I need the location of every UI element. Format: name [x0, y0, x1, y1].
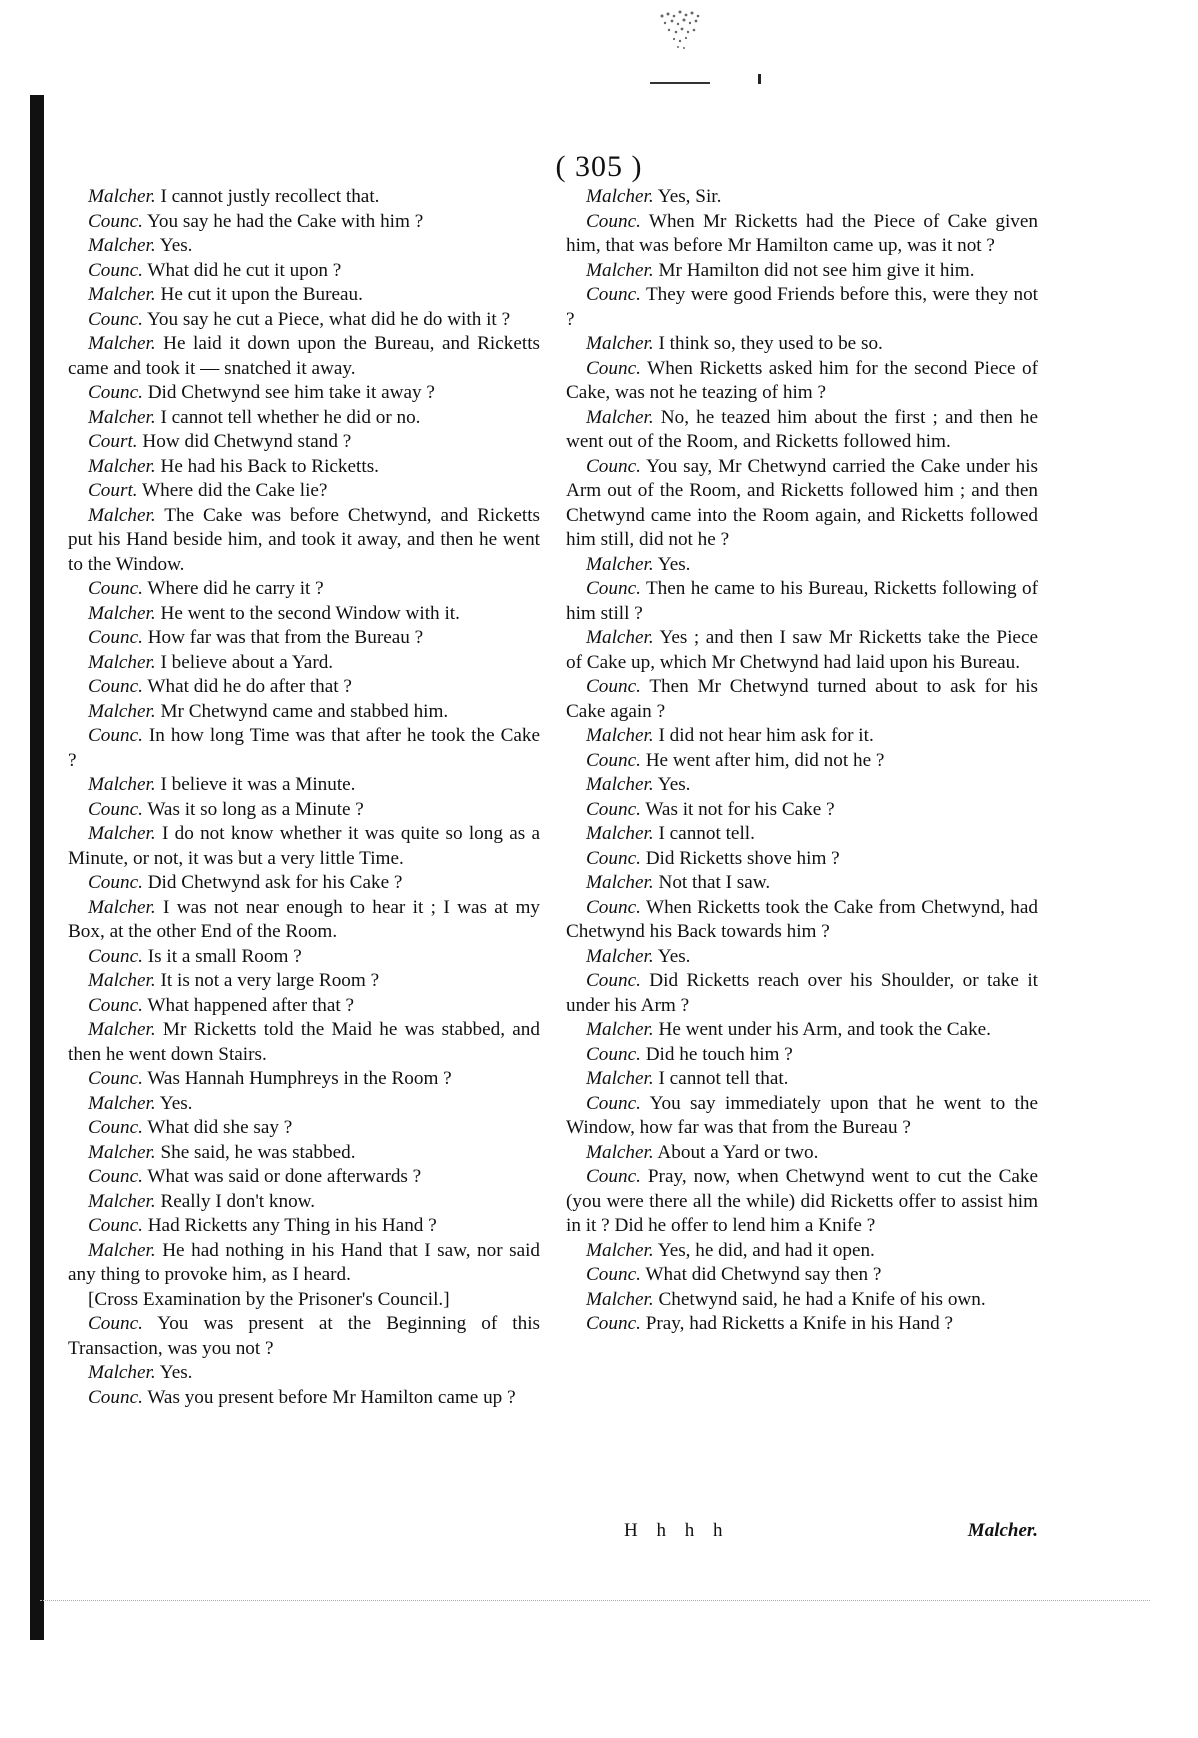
paragraph: [68, 406, 540, 431]
paragraph: [68, 1190, 540, 1215]
speaker-label: Court.: [88, 431, 138, 452]
paragraph-text: What did she say ?: [147, 1117, 293, 1138]
paragraph-text: Pray, had Ricketts a Knife in his Hand ?: [645, 1313, 953, 1334]
paragraph-text: You say immediately upon that he went to the Window, how far was that from the Bureau ?: [566, 1092, 1038, 1138]
paragraph: [566, 577, 1038, 626]
paragraph-text: You say he had the Cake with him ?: [147, 210, 424, 232]
speaker-label: Counc.: [88, 1313, 143, 1334]
paragraph-text: How far was that from the Bureau ?: [147, 627, 424, 648]
paragraph-text: Yes.: [657, 774, 691, 795]
paragraph-text: What did Chetwynd say then ?: [645, 1264, 882, 1285]
paragraph-text: I cannot tell.: [658, 823, 755, 844]
paragraph: [68, 1288, 540, 1313]
paragraph-text: About a Yard or two.: [657, 1141, 819, 1163]
paragraph: [68, 430, 540, 455]
speaker-label: Counc.: [88, 1386, 143, 1408]
speaker-label: Counc.: [88, 676, 143, 697]
paragraph: [566, 455, 1038, 553]
speaker-label: Counc.: [586, 578, 641, 599]
paragraph: [566, 847, 1038, 872]
paragraph: [566, 553, 1038, 578]
speaker-label: Malcher.: [586, 945, 654, 967]
speaker-label: Malcher.: [88, 700, 156, 722]
paragraph: [566, 1165, 1038, 1239]
paragraph-text: What happened after that ?: [147, 994, 355, 1016]
paragraph: [566, 626, 1038, 675]
paragraph: [68, 896, 540, 945]
paragraph: [68, 308, 540, 333]
speaker-label: Counc.: [586, 1166, 641, 1187]
paragraph: [68, 577, 540, 602]
paragraph-text: Yes.: [159, 1362, 193, 1383]
speaker-label: Malcher.: [88, 1141, 156, 1163]
speaker-label: Counc.: [586, 676, 641, 697]
paragraph: [566, 773, 1038, 798]
paragraph: [566, 185, 1038, 210]
paragraph: [566, 259, 1038, 284]
speaker-label: Court.: [88, 480, 138, 501]
paragraph-text: Yes.: [159, 1092, 193, 1114]
paragraph-text: No, he teazed him about the first ; and then he went out of the Room, and Ricketts followed him.: [566, 406, 1038, 452]
paragraph: [68, 479, 540, 504]
paragraph-text: Yes.: [657, 553, 691, 575]
speaker-label: Counc.: [586, 284, 641, 305]
speaker-label: Malcher.: [88, 235, 156, 256]
paragraph-text: He cut it upon the Bureau.: [160, 284, 363, 305]
speaker-label: Malcher.: [586, 627, 654, 648]
paragraph: [68, 822, 540, 871]
paragraph-text: Pray, now, when Chetwynd went to cut the Cake (you were there all the while) did Ricketts offer to assist him in it ? Did he offer to lend him a Knife ?: [566, 1166, 1039, 1236]
paragraph: [566, 822, 1038, 847]
speaker-label: Counc.: [586, 749, 641, 771]
paragraph-text: He went after him, did not he ?: [645, 749, 885, 771]
paragraph-text: He went under his Arm, and took the Cake.: [658, 1019, 991, 1040]
paragraph-text: You say, Mr Chetwynd carried the Cake under his Arm out of the Room, and Ricketts followed him ; and then Chetwynd came into the Room again, and Ricketts followed him still, did not he ?: [566, 455, 1038, 550]
paragraph: [68, 332, 540, 381]
speaker-label: Counc.: [586, 896, 641, 918]
paragraph: [566, 724, 1038, 749]
speaker-label: Counc.: [88, 308, 143, 330]
speaker-label: Malcher.: [88, 970, 156, 991]
paragraph-text: They were good Friends before this, were they not ?: [566, 284, 1039, 330]
paragraph-text: He had nothing in his Hand that I saw, nor said any thing to provoke him, as I heard.: [68, 1239, 541, 1285]
speaker-label: Counc.: [88, 872, 143, 893]
paragraph: [68, 185, 540, 210]
speaker-label: Malcher.: [586, 1288, 654, 1310]
catchword: Malcher.: [967, 1520, 1038, 1541]
left-column: [68, 185, 540, 1410]
paragraph-text: It is not a very large Room ?: [160, 970, 380, 991]
speaker-label: Malcher.: [88, 1239, 156, 1261]
speaker-label: Counc.: [88, 945, 143, 967]
speaker-label: Counc.: [586, 357, 641, 379]
speaker-label: Counc.: [88, 1166, 143, 1187]
speaker-label: Malcher.: [586, 406, 654, 428]
paragraph: [68, 724, 540, 773]
paragraph-text: What was said or done afterwards ?: [147, 1166, 422, 1187]
paragraph-text: Not that I saw.: [658, 872, 771, 893]
printer-ornament: [648, 6, 716, 54]
paragraph: [68, 283, 540, 308]
paragraph: [68, 259, 540, 284]
speaker-label: Counc.: [88, 1215, 143, 1236]
speaker-label: Malcher.: [88, 1190, 156, 1212]
paragraph-text: Did Ricketts shove him ?: [645, 847, 840, 869]
scan-noise: [40, 1600, 1150, 1602]
paragraph-text: Chetwynd said, he had a Knife of his own.: [658, 1288, 986, 1310]
paragraph-text: Then Mr Chetwynd turned about to ask for his Cake again ?: [566, 676, 1038, 722]
paragraph: [68, 381, 540, 406]
speaker-label: Counc.: [586, 798, 641, 820]
paragraph: [566, 1312, 1038, 1337]
tick-mark: [758, 74, 761, 84]
paragraph: [566, 210, 1038, 259]
binding-edge-bar: [30, 95, 44, 1640]
speaker-label: Malcher.: [586, 774, 654, 795]
speaker-label: Counc.: [586, 1264, 641, 1285]
speaker-label: Malcher.: [88, 651, 156, 673]
speaker-label: Malcher.: [88, 896, 156, 918]
speaker-label: Counc.: [88, 259, 143, 281]
paragraph: [68, 773, 540, 798]
right-column: [566, 185, 1038, 1337]
page-number: ( 305 ): [555, 150, 643, 183]
speaker-label: Counc.: [586, 1092, 641, 1114]
speaker-label: Counc.: [586, 1043, 641, 1065]
paragraph: [68, 234, 540, 259]
speaker-label: Malcher.: [88, 333, 156, 354]
speaker-label: Malcher.: [586, 1019, 654, 1040]
speaker-label: Malcher.: [586, 872, 654, 893]
paragraph: [566, 1043, 1038, 1068]
speaker-label: Malcher.: [88, 406, 156, 428]
paragraph: [68, 504, 540, 578]
paragraph: [68, 969, 540, 994]
paragraph: [68, 798, 540, 823]
paragraph-text: Yes, Sir.: [657, 186, 722, 207]
paragraph-text: Yes.: [159, 235, 193, 256]
paragraph: [68, 210, 540, 235]
speaker-label: Malcher.: [88, 284, 156, 305]
paragraph-text: Then he came to his Bureau, Ricketts following of him still ?: [566, 578, 1039, 624]
speaker-label: Counc.: [88, 798, 143, 820]
paragraph: [68, 626, 540, 651]
paragraph: [566, 798, 1038, 823]
paragraph-text: The Cake was before Chetwynd, and Ricketts put his Hand beside him, and took it away, and then he went to the Window.: [68, 504, 541, 575]
speaker-label: Malcher.: [88, 823, 156, 844]
paragraph: [68, 1116, 540, 1141]
paragraph: [566, 357, 1038, 406]
speaker-label: Malcher.: [88, 1019, 156, 1040]
paragraph: [68, 1141, 540, 1166]
paragraph: [68, 651, 540, 676]
rule-mark: [650, 82, 710, 84]
speaker-label: Malcher.: [88, 1092, 156, 1114]
speaker-label: Malcher.: [586, 186, 654, 207]
paragraph-text: When Ricketts took the Cake from Chetwynd, had Chetwynd his Back towards him ?: [566, 896, 1038, 942]
speaker-label: Counc.: [586, 970, 641, 991]
paragraph-text: Where did the Cake lie?: [142, 480, 328, 501]
paragraph-text: I cannot tell that.: [658, 1068, 789, 1089]
paragraph-text: I did not hear him ask for it.: [658, 725, 874, 746]
paragraph: [68, 1386, 540, 1411]
paragraph-text: What did he cut it upon ?: [147, 259, 342, 281]
paragraph: [68, 871, 540, 896]
speaker-label: Malcher.: [88, 774, 156, 795]
speaker-label: Counc.: [586, 455, 641, 477]
paragraph-text: Did Chetwynd see him take it away ?: [147, 382, 435, 403]
paragraph-text: I believe about a Yard.: [160, 651, 334, 673]
speaker-label: Counc.: [88, 1117, 143, 1138]
paragraph: [566, 969, 1038, 1018]
paragraph-text: I think so, they used to be so.: [658, 333, 883, 354]
paragraph-text: Mr Chetwynd came and stabbed him.: [160, 700, 449, 722]
speaker-label: Malcher.: [586, 259, 654, 281]
speaker-label: Counc.: [88, 210, 143, 232]
speaker-label: Counc.: [88, 382, 143, 403]
speaker-label: Malcher.: [586, 1141, 654, 1163]
speaker-label: Counc.: [586, 210, 641, 232]
paragraph: [566, 896, 1038, 945]
speaker-label: Malcher.: [88, 1362, 156, 1383]
speaker-label: Malcher.: [586, 1239, 654, 1261]
speaker-label: Malcher.: [586, 333, 654, 354]
paragraph-text: I cannot tell whether he did or no.: [160, 406, 421, 428]
signature-mark: H h h h: [624, 1520, 730, 1541]
paragraph: [566, 1239, 1038, 1264]
paragraph-text: Yes ; and then I saw Mr Ricketts take the Piece of Cake up, which Mr Chetwynd had laid upon his Bureau.: [566, 627, 1038, 673]
paragraph: [68, 700, 540, 725]
paragraph: [68, 1018, 540, 1067]
paragraph-text: Yes.: [657, 945, 691, 967]
paragraph: [68, 1067, 540, 1092]
paragraph-text: She said, he was stabbed.: [160, 1141, 356, 1163]
paragraph: [566, 945, 1038, 970]
paragraph: [68, 1165, 540, 1190]
paragraph: [68, 1239, 540, 1288]
paragraph: [566, 1092, 1038, 1141]
speaker-label: Counc.: [88, 725, 143, 746]
paragraph-text: [Cross Examination by the Prisoner's Council.]: [88, 1288, 450, 1310]
paragraph-text: What did he do after that ?: [147, 676, 352, 697]
speaker-label: Malcher.: [88, 504, 156, 526]
paragraph: [68, 945, 540, 970]
speaker-label: Counc.: [88, 994, 143, 1016]
speaker-label: Malcher.: [88, 186, 156, 207]
paragraph-text: Did he touch him ?: [645, 1043, 793, 1065]
paragraph: [566, 1067, 1038, 1092]
paragraph-text: You was present at the Beginning of this Transaction, was you not ?: [68, 1313, 540, 1359]
paragraph-text: Was you present before Mr Hamilton came up ?: [147, 1386, 516, 1408]
paragraph-text: Really I don't know.: [160, 1190, 316, 1212]
paragraph-text: He had his Back to Ricketts.: [160, 455, 379, 477]
speaker-label: Counc.: [586, 847, 641, 869]
paragraph: [566, 1018, 1038, 1043]
paragraph-text: I cannot justly recollect that.: [160, 186, 380, 207]
paragraph-text: When Ricketts asked him for the second Piece of Cake, was not he teazing of him ?: [566, 357, 1038, 403]
paragraph-text: Mr Hamilton did not see him give it him.: [658, 259, 975, 281]
paragraph-text: I believe it was a Minute.: [160, 774, 356, 795]
paragraph: [68, 994, 540, 1019]
paragraph: [68, 1092, 540, 1117]
paragraph-text: Did Chetwynd ask for his Cake ?: [147, 872, 403, 893]
paragraph-text: Did Ricketts reach over his Shoulder, or take it under his Arm ?: [566, 970, 1038, 1016]
speaker-label: Counc.: [586, 1313, 641, 1334]
speaker-label: Counc.: [88, 578, 143, 599]
paragraph-text: I was not near enough to hear it ; I was at my Box, at the other End of the Room.: [68, 896, 541, 942]
paragraph-text: He went to the second Window with it.: [160, 602, 460, 624]
paragraph-text: Where did he carry it ?: [147, 578, 324, 599]
paragraph: [68, 675, 540, 700]
paragraph: [68, 455, 540, 480]
paragraph-text: When Mr Ricketts had the Piece of Cake given him, that was before Mr Hamilton came up, was it not ?: [566, 210, 1038, 256]
paragraph: [566, 283, 1038, 332]
paragraph-text: In how long Time was that after he took the Cake ?: [68, 725, 541, 771]
paragraph-text: How did Chetwynd stand ?: [142, 431, 352, 452]
paragraph: [566, 871, 1038, 896]
speaker-label: Malcher.: [586, 1068, 654, 1089]
paragraph: [566, 1288, 1038, 1313]
paragraph-text: He laid it down upon the Bureau, and Ricketts came and took it — snatched it away.: [68, 333, 541, 379]
paragraph: [68, 1312, 540, 1361]
speaker-label: Malcher.: [88, 455, 156, 477]
paragraph-text: You say he cut a Piece, what did he do with it ?: [147, 308, 511, 330]
paragraph-text: Is it a small Room ?: [147, 945, 302, 967]
speaker-label: Malcher.: [586, 553, 654, 575]
speaker-label: Counc.: [88, 627, 143, 648]
paragraph: [566, 332, 1038, 357]
paragraph: [566, 749, 1038, 774]
speaker-label: Counc.: [88, 1068, 143, 1089]
speaker-label: Malcher.: [88, 602, 156, 624]
paragraph: [566, 406, 1038, 455]
paragraph-text: Was Hannah Humphreys in the Room ?: [147, 1068, 452, 1089]
paragraph: [566, 675, 1038, 724]
paragraph-text: Mr Ricketts told the Maid he was stabbed, and then he went down Stairs.: [68, 1019, 540, 1065]
paragraph-text: Was it so long as a Minute ?: [147, 798, 364, 820]
paragraph-text: Was it not for his Cake ?: [645, 798, 835, 820]
speaker-label: Malcher.: [586, 823, 654, 844]
paragraph: [566, 1263, 1038, 1288]
paragraph-text: Had Ricketts any Thing in his Hand ?: [147, 1215, 437, 1236]
paragraph: [68, 1361, 540, 1386]
speaker-label: Malcher.: [586, 725, 654, 746]
paragraph: [68, 602, 540, 627]
paragraph-text: Yes, he did, and had it open.: [657, 1239, 875, 1261]
paragraph-text: I do not know whether it was quite so long as a Minute, or not, it was but a very little Time.: [68, 823, 541, 869]
paragraph: [566, 1141, 1038, 1166]
paragraph: [68, 1214, 540, 1239]
